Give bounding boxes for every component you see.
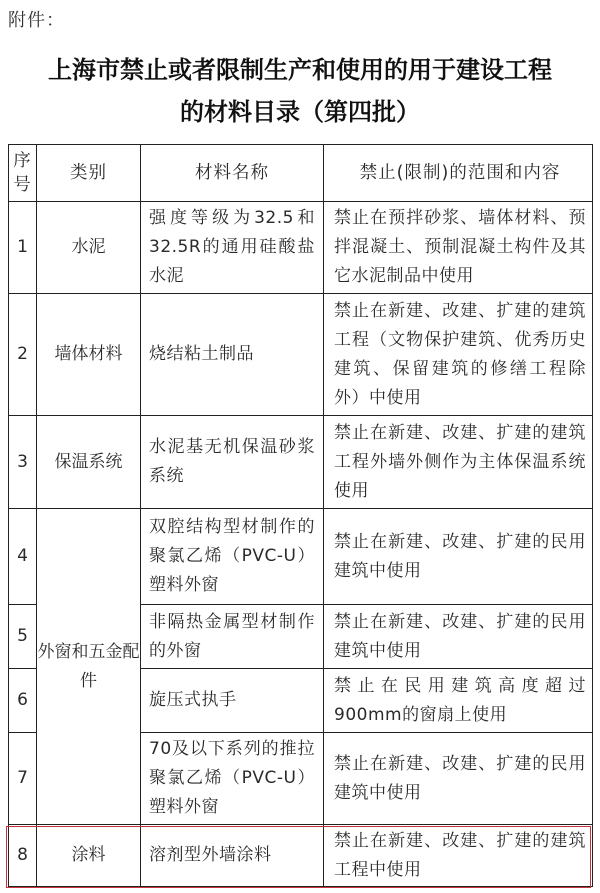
row-category: 水泥	[37, 202, 141, 294]
document-title-line2: 的材料目录（第四批）	[180, 97, 420, 126]
row-material-name: 旋压式执手	[141, 669, 324, 733]
attachment-label: 附件：	[8, 10, 65, 31]
row-no: 5	[9, 605, 37, 669]
table-row	[9, 509, 593, 605]
header-no-line2: 号	[13, 175, 32, 195]
row-material-name: 水泥基无机保温砂浆系统	[141, 416, 324, 509]
row-category: 保温系统	[37, 416, 141, 509]
row-category: 涂料	[37, 825, 141, 887]
row-material-name: 烧结粘土制品	[141, 294, 324, 416]
row-material-name: 双腔结构型材制作的聚氯乙烯（PVC-U）塑料外窗	[141, 509, 324, 605]
row-material-name: 强度等级为32.5和32.5R的通用硅酸盐水泥	[141, 202, 324, 294]
row-scope: 禁止在新建、改建、扩建的建筑工程中使用	[324, 825, 593, 887]
row-no: 2	[9, 294, 37, 416]
row-material-name: 非隔热金属型材制作的外窗	[141, 605, 324, 669]
table-row	[9, 202, 593, 294]
row-scope: 禁止在新建、改建、扩建的建筑工程外墙外侧作为主体保温系统使用	[324, 416, 593, 509]
row-scope: 禁止在民用建筑高度超过900mm的窗扇上使用	[324, 669, 593, 733]
materials-table	[8, 144, 593, 887]
header-no	[9, 145, 37, 202]
header-category: 类别	[37, 145, 141, 202]
header-scope: 禁止(限制)的范围和内容	[324, 145, 593, 202]
row-no: 8	[9, 825, 37, 887]
row-material-name: 70及以下系列的推拉聚氯乙烯（PVC-U）塑料外窗	[141, 733, 324, 825]
row-material-name: 溶剂型外墙涂料	[141, 825, 324, 887]
table-header-row	[9, 145, 593, 202]
row-scope: 禁止在预拌砂浆、墙体材料、预拌混凝土、预制混凝土构件及其它水泥制品中使用	[324, 202, 593, 294]
row-no: 3	[9, 416, 37, 509]
document-title-line1: 上海市禁止或者限制生产和使用的用于建设工程	[48, 55, 552, 84]
row-no: 7	[9, 733, 37, 825]
table-row	[9, 416, 593, 509]
header-no-line1: 序	[13, 151, 32, 171]
row-category: 外窗和五金配件	[37, 509, 141, 825]
row-scope: 禁止在新建、改建、扩建的民用建筑中使用	[324, 509, 593, 605]
row-scope: 禁止在新建、改建、扩建的建筑工程（文物保护建筑、优秀历史建筑、保留建筑的修缮工程除外）中使用	[324, 294, 593, 416]
header-material-name: 材料名称	[141, 145, 324, 202]
row-no: 4	[9, 509, 37, 605]
table-row	[9, 825, 593, 887]
row-no: 1	[9, 202, 37, 294]
row-scope: 禁止在新建、改建、扩建的民用建筑中使用	[324, 605, 593, 669]
table-row	[9, 294, 593, 416]
row-scope: 禁止在新建、改建、扩建的民用建筑中使用	[324, 733, 593, 825]
row-no: 6	[9, 669, 37, 733]
row-category: 墙体材料	[37, 294, 141, 416]
